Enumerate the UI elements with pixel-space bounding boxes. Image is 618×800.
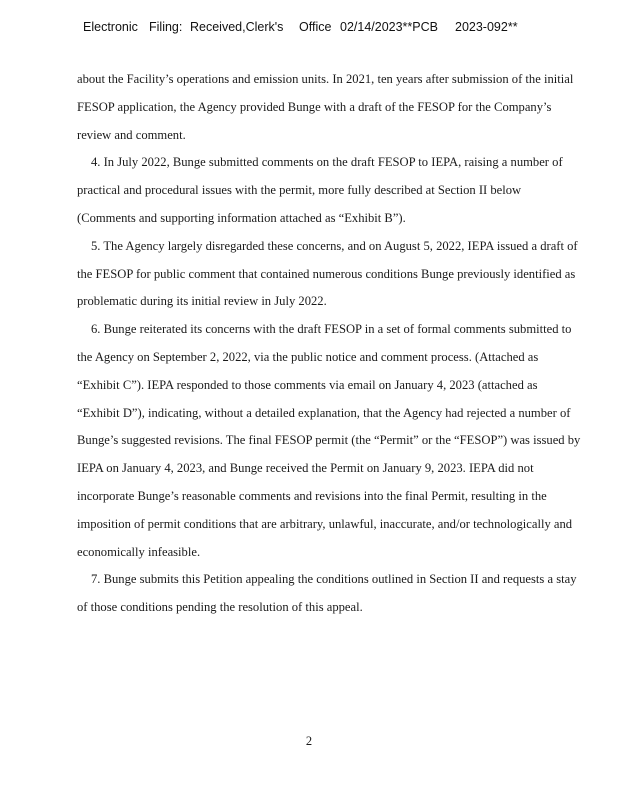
header-filing-date: 02/14/2023**PCB — [340, 20, 438, 34]
paragraph-4: 4. In July 2022, Bunge submitted comments on the draft FESOP to IEPA, raising a number of practical and procedural issues with the permit, more fully described at Section II below (Comments and supporting information attached as “Exhibit B”). — [77, 155, 563, 225]
page-number: 2 — [305, 734, 313, 748]
paragraph-7: 7. Bunge submits this Petition appealing the conditions outlined in Section II and requests a stay of those conditions pending the resolution of this appeal. — [77, 572, 577, 615]
header-received-clerks: Received,Clerk's — [190, 20, 284, 34]
header-filing: Filing: — [149, 20, 183, 34]
header-office: Office — [299, 20, 332, 34]
paragraph-6: 6. Bunge reiterated its concerns with the draft FESOP in a set of formal comments submitted to the Agency on September 2, 2022, via the public notice and comment process. (Attached as “Exhibit C”). IEPA responded to those comments via email on January 4, 2023 (attached as “Exhibit D”), indicating, without a detailed explanation, that the Agency had rejected a number of Bunge’s suggested revisions. The final FESOP permit (the “Permit” or the “FESOP”) was issued by IEPA on January 4, 2023, and Bunge received the Permit on January 9, 2023. IEPA did not incorporate Bunge’s reasonable comments and revisions into the final Permit, resulting in the imposition of permit conditions that are arbitrary, unlawful, inaccurate, and/or technologically and economically infeasible. — [77, 322, 581, 559]
header-electronic: Electronic — [83, 20, 138, 34]
document-body — [77, 66, 582, 622]
paragraph-continued: about the Facility’s operations and emission units. In 2021, ten years after submission of the initial FESOP application, the Agency provided Bunge with a draft of the FESOP for the Company’s review and comment. — [77, 72, 574, 142]
electronic-filing-header — [83, 20, 603, 38]
header-docket-number: 2023-092** — [455, 20, 518, 34]
paragraph-5: 5. The Agency largely disregarded these concerns, and on August 5, 2022, IEPA issued a draft of the FESOP for public comment that contained numerous conditions Bunge previously identified as problematic during its initial review in July 2022. — [77, 238, 578, 309]
